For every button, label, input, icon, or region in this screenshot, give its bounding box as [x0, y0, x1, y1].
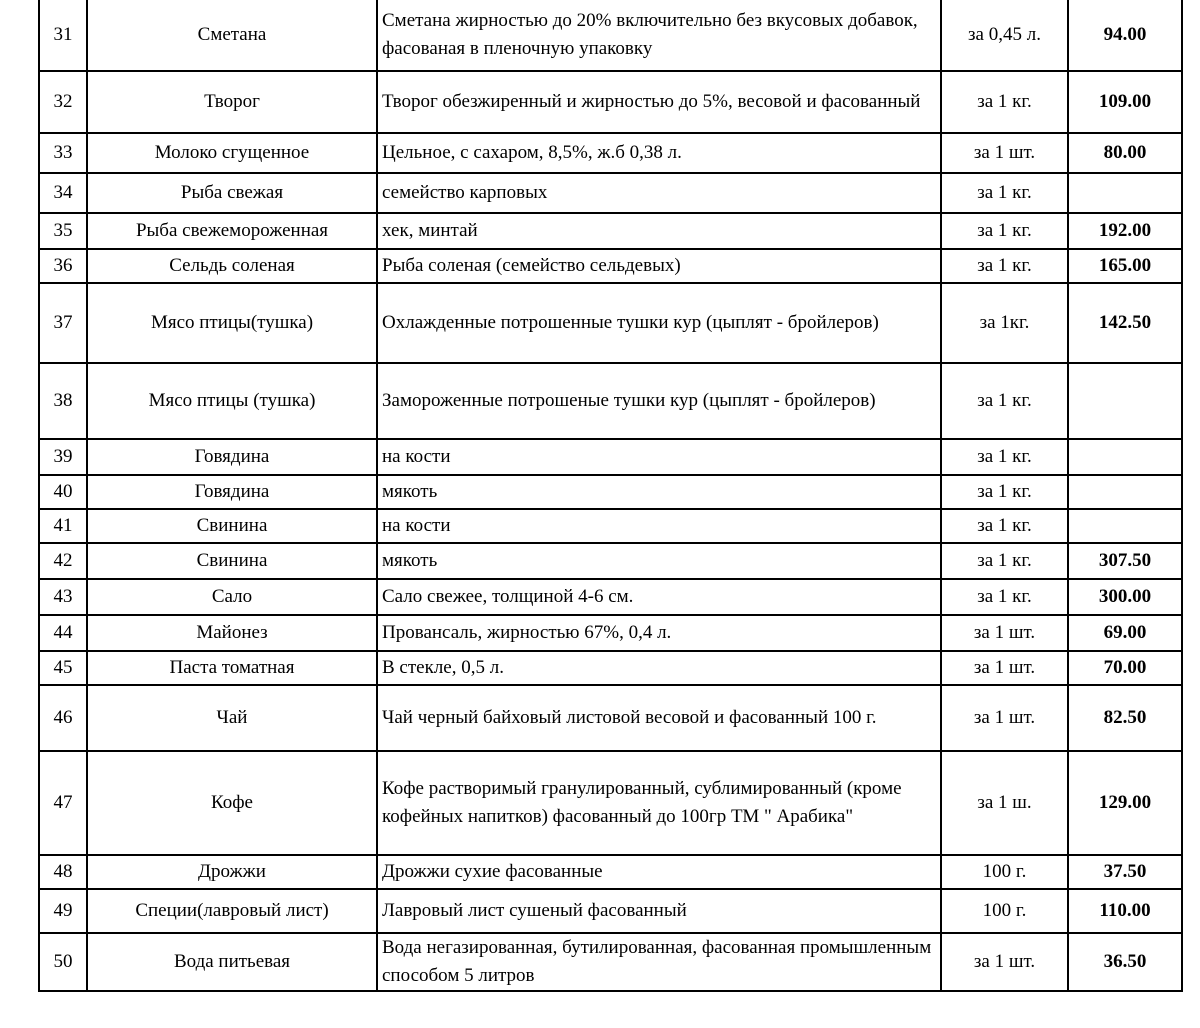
price-cell: 94.00 [1068, 0, 1182, 71]
table-row [39, 751, 1182, 855]
row-number-cell: 45 [39, 651, 87, 685]
product-description-cell: мякоть [377, 543, 941, 579]
price-cell [1068, 439, 1182, 475]
row-number-cell: 35 [39, 213, 87, 249]
product-description-cell: В стекле, 0,5 л. [377, 651, 941, 685]
row-number-cell: 34 [39, 173, 87, 213]
unit-cell: за 1кг. [941, 283, 1068, 363]
price-cell [1068, 173, 1182, 213]
unit-cell: за 1 кг. [941, 173, 1068, 213]
table-row [39, 855, 1182, 889]
price-cell [1068, 509, 1182, 543]
product-name-cell: Говядина [87, 475, 377, 509]
product-name-cell: Кофе [87, 751, 377, 855]
product-name-cell: Майонез [87, 615, 377, 651]
product-name-cell: Сметана [87, 0, 377, 71]
table-row [39, 889, 1182, 933]
row-number-cell: 48 [39, 855, 87, 889]
table-row [39, 249, 1182, 283]
product-description-cell: на кости [377, 439, 941, 475]
table-row [39, 651, 1182, 685]
table-row [39, 509, 1182, 543]
row-number-cell: 31 [39, 0, 87, 71]
unit-cell: за 1 кг. [941, 71, 1068, 133]
unit-cell: 100 г. [941, 855, 1068, 889]
unit-cell: за 1 кг. [941, 249, 1068, 283]
product-name-cell: Творог [87, 71, 377, 133]
table-row [39, 933, 1182, 991]
price-table-body [39, 0, 1182, 991]
row-number-cell: 42 [39, 543, 87, 579]
price-cell: 307.50 [1068, 543, 1182, 579]
unit-cell: за 1 кг. [941, 543, 1068, 579]
product-description-cell: Кофе растворимый гранулированный, сублимированный (кроме кофейных напитков) фасованный до 100гр ТМ " Арабика" [377, 751, 941, 855]
price-cell: 36.50 [1068, 933, 1182, 991]
unit-cell: за 1 кг. [941, 509, 1068, 543]
product-description-cell: Сметана жирностью до 20% включительно без вкусовых добавок, фасованая в пленочную упаковку [377, 0, 941, 71]
product-description-cell: семейство карповых [377, 173, 941, 213]
product-description-cell: Дрожжи сухие фасованные [377, 855, 941, 889]
table-row [39, 283, 1182, 363]
row-number-cell: 40 [39, 475, 87, 509]
product-name-cell: Молоко сгущенное [87, 133, 377, 173]
price-cell: 129.00 [1068, 751, 1182, 855]
product-name-cell: Сельдь соленая [87, 249, 377, 283]
product-name-cell: Говядина [87, 439, 377, 475]
unit-cell: за 1 шт. [941, 133, 1068, 173]
product-description-cell: Лавровый лист сушеный фасованный [377, 889, 941, 933]
product-name-cell: Свинина [87, 509, 377, 543]
row-number-cell: 36 [39, 249, 87, 283]
product-name-cell: Рыба свежая [87, 173, 377, 213]
product-name-cell: Дрожжи [87, 855, 377, 889]
price-cell: 110.00 [1068, 889, 1182, 933]
product-description-cell: мякоть [377, 475, 941, 509]
unit-cell: за 1 кг. [941, 439, 1068, 475]
table-row [39, 579, 1182, 615]
product-description-cell: Замороженные потрошеные тушки кур (цыплят - бройлеров) [377, 363, 941, 439]
price-cell: 109.00 [1068, 71, 1182, 133]
product-description-cell: на кости [377, 509, 941, 543]
row-number-cell: 44 [39, 615, 87, 651]
row-number-cell: 33 [39, 133, 87, 173]
table-row [39, 543, 1182, 579]
product-name-cell: Мясо птицы (тушка) [87, 363, 377, 439]
price-cell: 165.00 [1068, 249, 1182, 283]
price-cell: 70.00 [1068, 651, 1182, 685]
row-number-cell: 50 [39, 933, 87, 991]
unit-cell: за 1 кг. [941, 579, 1068, 615]
row-number-cell: 49 [39, 889, 87, 933]
product-name-cell: Рыба свежемороженная [87, 213, 377, 249]
row-number-cell: 41 [39, 509, 87, 543]
product-description-cell: хек, минтай [377, 213, 941, 249]
unit-cell: за 1 кг. [941, 363, 1068, 439]
price-cell: 142.50 [1068, 283, 1182, 363]
row-number-cell: 32 [39, 71, 87, 133]
table-row [39, 685, 1182, 751]
product-description-cell: Цельное, с сахаром, 8,5%, ж.б 0,38 л. [377, 133, 941, 173]
row-number-cell: 43 [39, 579, 87, 615]
unit-cell: за 1 кг. [941, 475, 1068, 509]
unit-cell: за 1 шт. [941, 933, 1068, 991]
table-row [39, 71, 1182, 133]
row-number-cell: 47 [39, 751, 87, 855]
row-number-cell: 46 [39, 685, 87, 751]
unit-cell: за 0,45 л. [941, 0, 1068, 71]
table-row [39, 213, 1182, 249]
product-description-cell: Сало свежее, толщиной 4-6 см. [377, 579, 941, 615]
price-cell: 69.00 [1068, 615, 1182, 651]
price-table [38, 0, 1183, 992]
unit-cell: за 1 шт. [941, 651, 1068, 685]
product-description-cell: Вода негазированная, бутилированная, фасованная промышленным способом 5 литров [377, 933, 941, 991]
product-name-cell: Паста томатная [87, 651, 377, 685]
price-cell [1068, 363, 1182, 439]
table-row [39, 173, 1182, 213]
price-cell [1068, 475, 1182, 509]
product-name-cell: Вода питьевая [87, 933, 377, 991]
row-number-cell: 38 [39, 363, 87, 439]
product-name-cell: Мясо птицы(тушка) [87, 283, 377, 363]
unit-cell: за 1 шт. [941, 685, 1068, 751]
table-row [39, 615, 1182, 651]
unit-cell: за 1 шт. [941, 615, 1068, 651]
price-cell: 300.00 [1068, 579, 1182, 615]
product-description-cell: Провансаль, жирностью 67%, 0,4 л. [377, 615, 941, 651]
price-cell: 80.00 [1068, 133, 1182, 173]
table-row [39, 475, 1182, 509]
product-description-cell: Чай черный байховый листовой весовой и фасованный 100 г. [377, 685, 941, 751]
unit-cell: 100 г. [941, 889, 1068, 933]
price-cell: 37.50 [1068, 855, 1182, 889]
product-name-cell: Сало [87, 579, 377, 615]
product-description-cell: Творог обезжиренный и жирностью до 5%, весовой и фасованный [377, 71, 941, 133]
unit-cell: за 1 ш. [941, 751, 1068, 855]
product-description-cell: Рыба соленая (семейство сельдевых) [377, 249, 941, 283]
row-number-cell: 39 [39, 439, 87, 475]
product-name-cell: Специи(лавровый лист) [87, 889, 377, 933]
product-name-cell: Чай [87, 685, 377, 751]
product-name-cell: Свинина [87, 543, 377, 579]
price-cell: 82.50 [1068, 685, 1182, 751]
table-row [39, 133, 1182, 173]
product-description-cell: Охлажденные потрошенные тушки кур (цыплят - бройлеров) [377, 283, 941, 363]
row-number-cell: 37 [39, 283, 87, 363]
table-row [39, 363, 1182, 439]
table-row [39, 439, 1182, 475]
table-row [39, 0, 1182, 71]
price-cell: 192.00 [1068, 213, 1182, 249]
unit-cell: за 1 кг. [941, 213, 1068, 249]
